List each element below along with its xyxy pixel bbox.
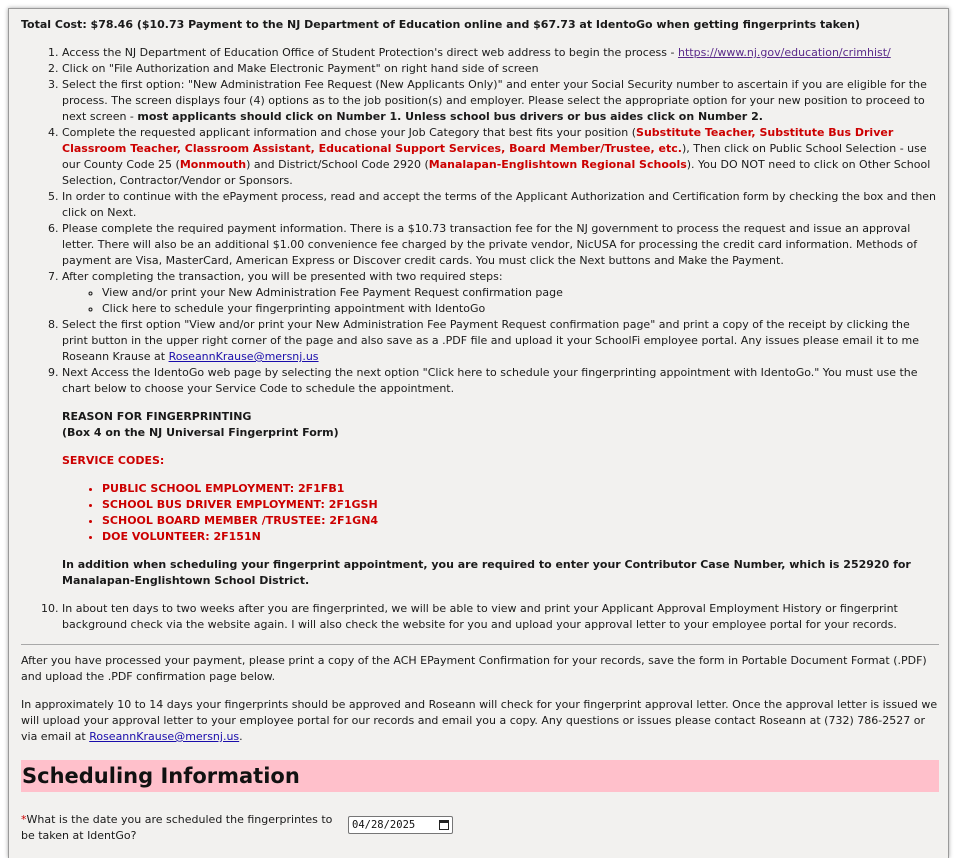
step-7	[62, 269, 939, 317]
district-name: Manalapan-Englishtown Regional Schools	[428, 158, 687, 171]
step-3-emphasis: most applicants should click on Number 1. Unless school bus drivers or bus aides click on Number 2.	[137, 110, 763, 123]
approval-note-text: In approximately 10 to 14 days your fingerprints should be approved and Roseann will check for your fingerprint approval letter. Once the approval letter is issued we will upload your approval letter to your employee portal for our records and email you a copy. Any questions or issues please contact Roseann at (732) 786-2527 or via email at	[21, 698, 938, 743]
instruction-steps	[21, 45, 939, 633]
step-1	[62, 45, 939, 61]
required-step-view: ◦ View and/or print your New Administration Fee Payment Request confirmation page	[102, 285, 939, 301]
service-code-item: • SCHOOL BOARD MEMBER /TRUSTEE: 2F1GN4	[102, 513, 939, 529]
step-6: 6. Please complete the required payment information. There is a $10.73 transaction fee for the NJ government to process the request and issue an approval letter. There will also be an additional $1.00 convenience fee charged by the private vendor, NicUSA for processing the credit card information. Methods of payment are Visa, MasterCard, American Express or Discover credit cards. You must click the Next buttons and Make the Payment.	[62, 221, 939, 269]
county-name: Monmouth	[179, 158, 247, 171]
form-content	[21, 17, 939, 846]
step-4-text-a: Complete the requested applicant information and chose your Job Category that best fits your position (	[62, 126, 637, 139]
service-codes-title: SERVICE CODES:	[62, 454, 165, 467]
reason-block	[62, 409, 939, 441]
service-code-item: • DOE VOLUNTEER: 2F151N	[102, 529, 939, 545]
job-categories: Substitute Teacher, Substitute Bus Driver Classroom Teacher, Classroom Assistant, Educational Support Services, Board Member/Trustee, etc.	[62, 126, 894, 155]
approval-note-end: .	[239, 730, 243, 743]
calendar-icon[interactable]	[439, 820, 449, 830]
step-3	[62, 77, 939, 125]
reason-subtitle: (Box 4 on the NJ Universal Fingerprint Form)	[62, 426, 339, 439]
step-8	[62, 317, 939, 365]
section-heading: Scheduling Information	[21, 760, 939, 792]
payment-note: After you have processed your payment, please print a copy of the ACH EPayment Confirmation for your records, save the form in Portable Document Format (.PDF) and upload the .PDF confirmation page below.	[21, 654, 927, 683]
step-4-text-b: ), Then click on Public School Selection - use our County Code 25 (	[62, 142, 927, 171]
form-panel	[8, 8, 949, 858]
approval-note	[21, 697, 939, 745]
appointment-date-value: 04/28/2025	[352, 819, 416, 831]
required-asterisk: *	[21, 813, 27, 826]
reason-title: REASON FOR FINGERPRINTING	[62, 410, 252, 423]
service-code-item: • PUBLIC SCHOOL EMPLOYMENT: 2F1FB1	[102, 481, 939, 497]
step-1-text: Access the NJ Department of Education Office of Student Protection's direct web address to begin the process -	[62, 46, 678, 59]
step-8-text: Select the first option "View and/or print your New Administration Fee Payment Request confirmation page" and print a copy of the receipt by clicking the print button in the upper right corner of the page and also save as a .PDF file and upload it your SchoolFi employee portal. Any issues please email it to me Roseann Krause at	[62, 318, 920, 363]
date-question-text: What is the date you are scheduled the fingerprintes to be taken at IdentGo?	[21, 813, 333, 842]
contact-email-link[interactable]: RoseannKrause@mersnj.us	[89, 730, 240, 743]
step-10: 10. In about ten days to two weeks after you are fingerprinted, we will be able to view and print your Applicant Approval Employment History or fingerprint background check via the website again. I will also check the website for you and upload your approval letter to your employee portal for your records.	[62, 601, 939, 633]
appointment-date-input[interactable]	[348, 816, 453, 834]
step-3-text: Select the first option: "New Administration Fee Request (New Applicants Only)" and enter your Social Security number to ascertain if you are eligible for the process. The screen displays four (4) options as to the job position(s) and employer. Please select the appropriate option for your new position to proceed to next screen -	[62, 78, 927, 123]
service-code-item: • SCHOOL BUS DRIVER EMPLOYMENT: 2F1GSH	[102, 497, 939, 513]
date-question-label	[21, 812, 336, 844]
total-cost: Total Cost: $78.46 ($10.73 Payment to the NJ Department of Education online and $67.73 at IdentoGo when getting fingerprints taken)	[21, 18, 860, 31]
step-5: 5. In order to continue with the ePayment process, read and accept the terms of the Applicant Authorization and Certification form by checking the box and then click on Next.	[62, 189, 939, 221]
step-4-text-c: ) and District/School Code 2920 (	[246, 158, 429, 171]
step-7-text: After completing the transaction, you will be presented with two required steps:	[62, 270, 503, 283]
required-steps-list	[62, 285, 939, 317]
section-divider	[21, 644, 939, 645]
step-9	[62, 365, 939, 589]
crimhist-link[interactable]: https://www.nj.gov/education/crimhist/	[677, 46, 891, 59]
service-codes-list	[62, 481, 939, 545]
email-link[interactable]: RoseannKrause@mersnj.us	[168, 350, 319, 363]
step-2: 2. Click on "File Authorization and Make Electronic Payment" on right hand side of screen	[62, 61, 939, 77]
step-9-text: Next Access the IdentoGo web page by selecting the next option "Click here to schedule your fingerprinting appointment with IdentoGo." You must use the chart below to choose your Service Code to schedule the appointment.	[62, 366, 918, 395]
required-step-schedule: ◦ Click here to schedule your fingerprinting appointment with IdentoGo	[102, 301, 939, 317]
step-4	[62, 125, 939, 189]
contributor-note: In addition when scheduling your fingerprint appointment, you are required to enter your Contributor Case Number, which is 252920 for Manalapan-Englishtown School District.	[62, 558, 911, 587]
date-question-row	[21, 812, 939, 846]
step-4-text-d: ). You DO NOT need to click on Other School Selection, Contractor/Vendor or Sponsors.	[62, 158, 931, 187]
